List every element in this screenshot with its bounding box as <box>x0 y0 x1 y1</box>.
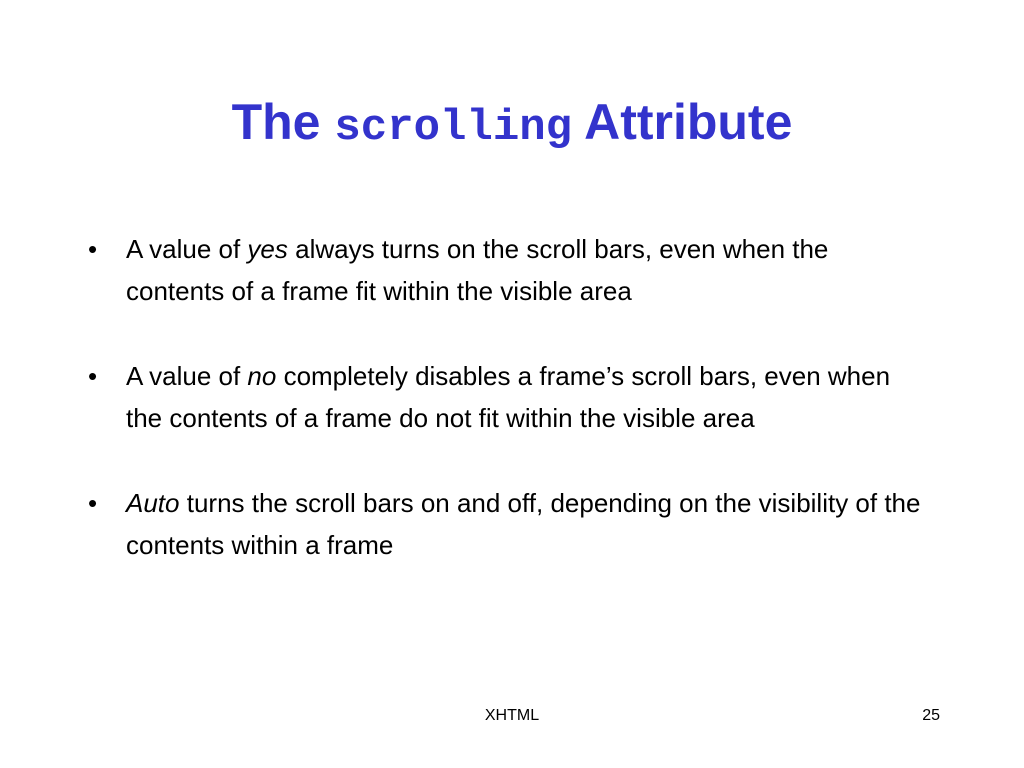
bullet-text-before: A value of <box>126 361 248 391</box>
bullet-marker: • <box>88 361 98 391</box>
slide-title <box>0 92 1024 155</box>
bullet-marker: • <box>88 488 98 518</box>
bullet-text-after: always turns on the scroll bars, even when the contents of a frame fit within the visible area <box>126 234 829 306</box>
title-code: scrolling <box>334 103 573 153</box>
bullet-item <box>86 355 926 439</box>
bullet-item <box>86 482 926 566</box>
title-prefix: The <box>231 94 321 150</box>
bullet-item <box>86 228 926 312</box>
bullet-emphasis: yes <box>247 234 288 264</box>
page-number: 25 <box>922 707 940 724</box>
bullet-text-after: completely disables a frame’s scroll bars, even when the contents of a frame do not fit within the visible area <box>126 361 891 433</box>
bullet-emphasis: Auto <box>126 488 180 518</box>
bullet-list <box>86 228 926 609</box>
title-suffix: Attribute <box>584 94 793 150</box>
bullet-text-before: A value of <box>126 234 248 264</box>
bullet-emphasis: no <box>247 361 277 391</box>
bullet-text-after: turns the scroll bars on and off, depending on the visibility of the contents within a frame <box>126 488 921 560</box>
footer-title: XHTML <box>484 707 540 724</box>
bullet-marker: • <box>88 234 98 264</box>
